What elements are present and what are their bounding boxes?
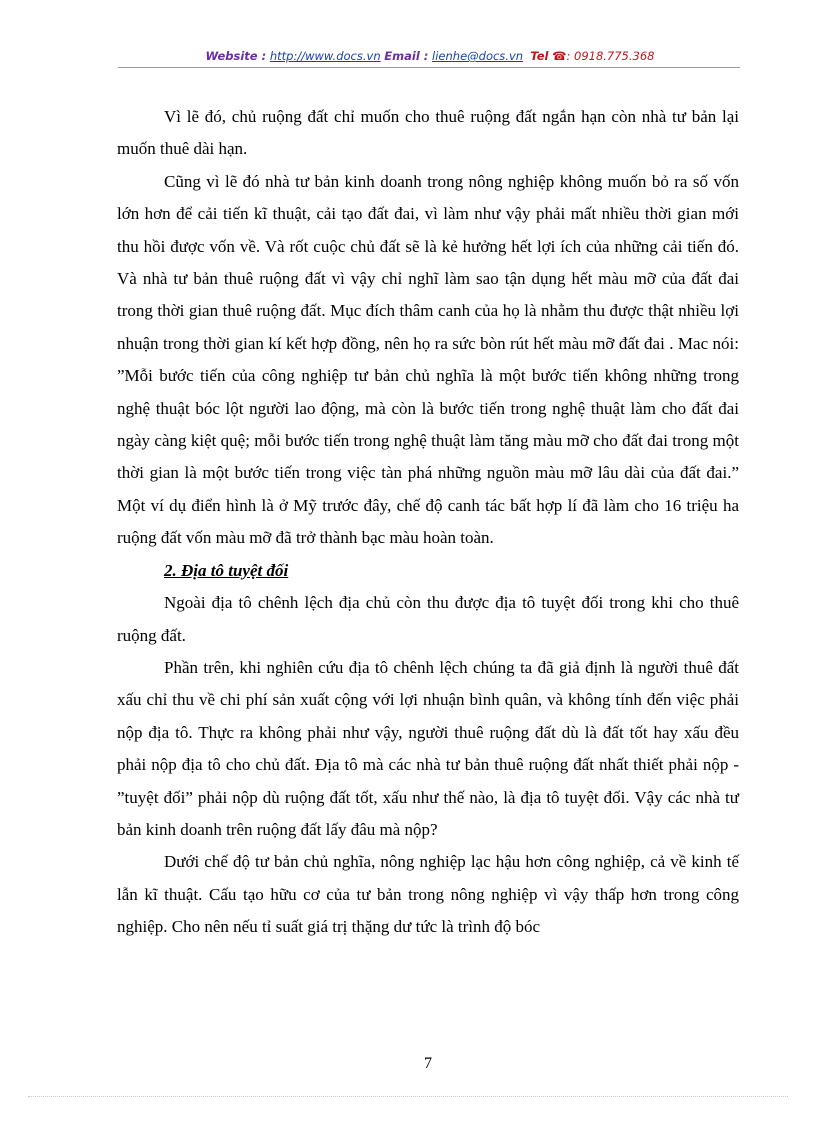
email-label: Email [384,49,420,63]
paragraph: Ngoài địa tô chênh lệch địa chủ còn thu được địa tô tuyệt đối trong khi cho thuê ruộng đất. [117,593,739,645]
phone-icon: ☎ [552,49,567,63]
tel-label: Tel [530,49,549,63]
section-heading: 2. Địa tô tuyệt đối [164,560,289,580]
tel-number: : 0918.775.368 [566,49,655,63]
email-separator: : [419,49,429,63]
website-label: Website : [205,49,267,63]
document-body [117,101,739,944]
page-number: 7 [424,1055,432,1072]
page-header [120,49,740,63]
footer-divider [28,1096,788,1097]
paragraph: Dưới chế độ tư bản chủ nghĩa, nông nghiệp lạc hậu hơn công nghiệp, cả về kinh tế lẫn kĩ thuật. Cấu tạo hữu cơ của tư bản trong nông nghiệp vì vậy thấp hơn trong công nghiệp. Cho nên nếu tỉ suất giá trị thặng dư tức là trình độ bóc [117,852,739,937]
website-link[interactable]: http://www.docs.vn [269,49,381,63]
paragraph: Cũng vì lẽ đó nhà tư bản kinh doanh trong nông nghiệp không muốn bỏ ra số vốn lớn hơn để cải tiến kĩ thuật, cải tạo đất đai, vì làm như vậy phải mất nhiều thời gian mới thu hồi được vốn về. Và rốt cuộc chủ đất sẽ là kẻ hưởng hết lợi ích của những cải tiến đó. Và nhà tư bản thuê ruộng đất vì vậy chỉ nghĩ làm sao tận dụng hết màu mỡ của đất đai trong thời gian thuê ruộng đất. Mục đích thâm canh của họ là nhằm thu được thật nhiều lợi nhuận trong thời gian kí kết hợp đồng, nên họ ra sức bòn rút hết màu mỡ đất đai . Mac nói: ”Mỗi bước tiến của công nghiệp tư bản chủ nghĩa là một bước tiến không những trong nghệ thuật bóc lột người lao động, mà còn là bước tiến trong nghệ thuật làm cho đất đai ngày càng kiệt quệ; mỗi bước tiến trong nghệ thuật làm tăng màu mỡ cho đất đai trong một thời gian là một bước tiến trong việc tàn phá những nguồn màu mỡ lâu dài của đất đai.” Một ví dụ điển hình là ở Mỹ trước đây, chế độ canh tác bất hợp lí đã làm cho 16 triệu ha ruộng đất vốn màu mỡ đã trở thành bạc màu hoàn toàn. [117,171,739,548]
email-link[interactable]: lienhe@docs.vn [432,49,524,63]
paragraph: Vì lẽ đó, chủ ruộng đất chỉ muốn cho thuê ruộng đất ngắn hạn còn nhà tư bản lại muốn thuê dài hạn. [117,107,739,159]
paragraph: Phần trên, khi nghiên cứu địa tô chênh lệch chúng ta đã giả định là người thuê đất xấu chỉ thu về chi phí sản xuất cộng với lợi nhuận bình quân, và không tính đến việc phải nộp địa tô. Thực ra không phải như vậy, người thuê ruộng đất dù là đất tốt hay xấu đều phải nộp địa tô cho chủ đất. Địa tô mà các nhà tư bản thuê ruộng đất nhất thiết phải nộp - ”tuyệt đối” phải nộp dù ruộng đất tốt, xấu như thế nào, là địa tô tuyệt đối. Vậy các nhà tư bản kinh doanh trên ruộng đất lấy đâu mà nộp? [117,657,739,839]
header-divider [118,67,740,68]
